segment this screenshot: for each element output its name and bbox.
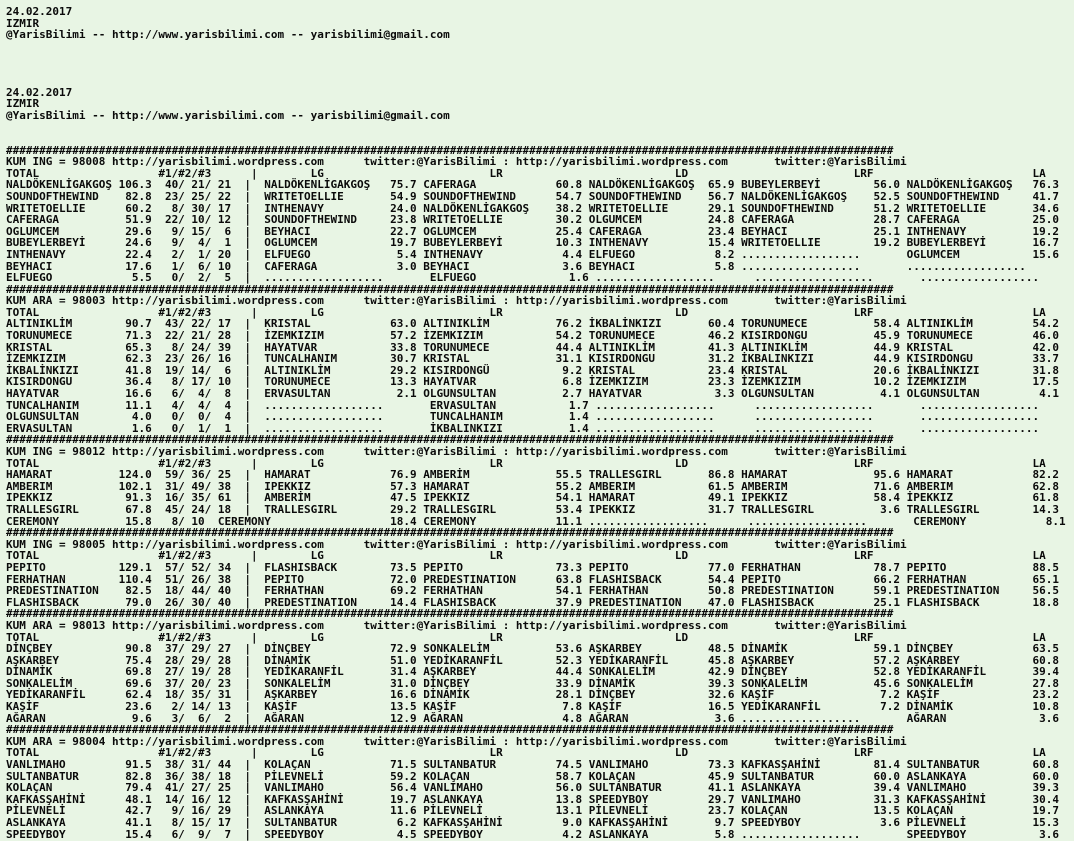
table-row: NALDÖKENLİGAKGOŞ 106.3 40/ 21/ 21 | NALDÖKENLİGAKGOŞ 75.7 CAFERAGA 60.8 NALDÖKENLİGAKGOŞ 65.9 BUBEYLERBEYİ 56.0 NALDÖKENLİGAKGOŞ 76.3 — [6, 178, 1059, 192]
header-date-2: 24.02.2017 — [6, 85, 73, 99]
race-column-headers: TOTAL #1/#2/#3 | LG LR LD LRF LA — [6, 630, 1046, 644]
table-row: OGLUMCEM 29.6 9/ 15/ 6 | BEYHACI 22.7 OGLUMCEM 25.4 CAFERAGA 23.4 BEYHACI 25.1 INTHENAVY 19.2 — [6, 224, 1059, 238]
race-title: KUM ING = 98005 http://yarisbilimi.wordpress.com twitter:@YarisBilimi : http://yarisbilimi.wordpress.com twitter:@YarisBilimi — [6, 537, 907, 551]
race-block — [6, 527, 1070, 608]
race-block — [6, 284, 1070, 435]
table-row: CAFERAGA 51.9 22/ 10/ 12 | SOUNDOFTHEWIND 23.8 WRITETOELLIE 30.2 OLGUMCEM 24.8 CAFERAGA 28.7 CAFERAGA 25.0 — [6, 213, 1059, 227]
race-title: KUM ING = 98008 http://yarisbilimi.wordpress.com twitter:@YarisBilimi : http://yarisbilimi.wordpress.com twitter:@YarisBilimi — [6, 155, 907, 169]
header-city-1: IZMIR — [6, 16, 40, 30]
table-row: ALTINIKLİM 90.7 43/ 22/ 17 | KRISTAL 63.0 ALTINIKLİM 76.2 İKBALİNKIZI 60.4 TORUNUMECE 58.4 ALTINIKLİM 54.2 — [6, 317, 1059, 331]
race-block — [6, 724, 1070, 840]
table-row: SOUNDOFTHEWIND 82.8 23/ 25/ 22 | WRITETOELLIE 54.9 SOUNDOFTHEWIND 54.7 SOUNDOFTHEWIND 56.7 NALDÖKENLİGAKGOŞ 52.5 SOUNDOFTHEWIND 41.7 — [6, 189, 1059, 203]
section-divider: ###################################################################################################################################### — [6, 282, 894, 296]
header-contact-2: @YarisBilimi -- http://www.yarisbilimi.com -- yarisbilimi@gmail.com — [6, 108, 450, 122]
race-title: KUM ARA = 98003 http://yarisbilimi.wordpress.com twitter:@YarisBilimi : http://yarisbilimi.wordpress.com twitter:@YarisBilimi — [6, 294, 907, 308]
section-divider: ###################################################################################################################################### — [6, 526, 894, 540]
table-row: AMBERIM 102.1 31/ 49/ 38 | IPEKKIZ 57.3 HAMARAT 55.2 AMBERIM 61.5 AMBERIM 71.6 AMBERIM 62.8 — [6, 479, 1059, 493]
table-row: TUNCALHANIM 11.1 4/ 4/ 4 | .................. ERVASULTAN 1.7 .................. .................. .................. — [6, 398, 1040, 412]
table-row: PREDESTINATION 82.5 18/ 44/ 40 | FERHATHAN 69.2 FERHATHAN 54.1 FERHATHAN 50.8 PREDESTINATION 59.1 PREDESTINATION 56.5 — [6, 584, 1059, 598]
table-row: ELFUEGO 5.5 0/ 2/ 5 | .................. ELFUEGO 1.6 .................. .................. .................. — [6, 271, 1040, 285]
table-row: YEDİKARANFİL 62.4 18/ 35/ 31 | AŞKARBEY 16.6 DİNAMİK 28.1 DİNÇBEY 32.6 KAŞİF 7.2 KAŞİF 23.2 — [6, 688, 1059, 702]
race-column-headers: TOTAL #1/#2/#3 | LG LR LD LRF LA — [6, 305, 1046, 319]
table-row: DİNAMİK 69.8 27/ 19/ 28 | YEDİKARANFİL 31.4 AŞKARBEY 44.4 SONKALELİM 42.9 DİNÇBEY 52.8 YEDİKARANFİL 39.4 — [6, 665, 1059, 679]
race-column-headers: TOTAL #1/#2/#3 | LG LR LD LRF LA — [6, 166, 1046, 180]
race-title: KUM ARA = 98013 http://yarisbilimi.wordpress.com twitter:@YarisBilimi : http://yarisbilimi.wordpress.com twitter:@YarisBilimi — [6, 618, 907, 632]
table-row: FERHATHAN 110.4 51/ 26/ 38 | PEPITO 72.0 PREDESTINATION 63.8 FLASHISBACK 54.4 PEPITO 66.2 FERHATHAN 65.1 — [6, 572, 1059, 586]
race-block — [6, 434, 1070, 527]
header-city-2: IZMIR — [6, 97, 40, 111]
section-divider: ###################################################################################################################################### — [6, 143, 894, 157]
table-row: KAFKASŞAHİNİ 48.1 14/ 16/ 12 | KAFKASŞAHİNİ 19.7 ASLANKAYA 13.8 SPEEDYBOY 29.7 VANLIMAHO 31.3 KAFKASŞAHİNİ 30.4 — [6, 792, 1059, 806]
race-column-headers: TOTAL #1/#2/#3 | LG LR LD LRF LA — [6, 456, 1046, 470]
table-row: KISIRDONGU 36.4 8/ 17/ 10 | TORUNUMECE 13.3 HAYATVAR 6.8 İZEMKIZIM 23.3 İZEMKIZIM 10.2 İZEMKIZIM 17.5 — [6, 375, 1059, 389]
race-report-list — [6, 145, 1070, 841]
table-row: TRALLESGIRL 67.8 45/ 24/ 18 | TRALLESGIRL 29.2 TRALLESGIRL 53.4 IPEKKIZ 31.7 TRALLESGIRL 3.6 TRALLESGIRL 14.3 — [6, 502, 1059, 516]
header-contact-1: @YarisBilimi -- http://www.yarisbilimi.com -- yarisbilimi@gmail.com — [6, 28, 450, 42]
table-row: HAMARAT 124.0 59/ 36/ 25 | HAMARAT 76.9 AMBERİM 55.5 TRALLESGIRL 86.8 HAMARAT 95.6 HAMARAT 82.2 — [6, 468, 1059, 482]
table-row: TORUNUMECE 71.3 22/ 21/ 28 | İZEMKIZIM 57.2 İZEMKIZIM 54.2 TORUNUMECE 46.2 KISIRDONGU 45.9 TORUNUMECE 46.0 — [6, 329, 1059, 343]
section-divider: ###################################################################################################################################### — [6, 723, 894, 737]
section-divider: ###################################################################################################################################### — [6, 607, 894, 621]
table-row: İZEMKIZIM 62.3 23/ 26/ 16 | TUNCALHANIM 30.7 KRISTAL 31.1 KISIRDONGU 31.2 İKBALINKIZI 44.9 KISIRDONGU 33.7 — [6, 352, 1059, 366]
spacer-2 — [6, 64, 1070, 87]
race-column-headers: TOTAL #1/#2/#3 | LG LR LD LRF LA — [6, 746, 1046, 760]
section-divider: ###################################################################################################################################### — [6, 433, 894, 447]
table-row: OLGUNSULTAN 4.0 0/ 0/ 4 | .................. TUNCALHANIM 1.4 .................. .................. .................. — [6, 410, 1040, 424]
race-block — [6, 145, 1070, 284]
table-row: ASLANKAYA 41.1 8/ 15/ 17 | SULTANBATUR 6.2 KAFKASŞAHİNİ 9.0 KAFKASŞAHİNİ 9.7 SPEEDYBOY 3.6 PİLEVNELİ 15.3 — [6, 816, 1059, 829]
table-row: DİNÇBEY 90.8 37/ 29/ 27 | DİNÇBEY 72.9 SONKALELİM 53.6 AŞKARBEY 48.5 DİNAMİK 59.1 DİNÇBEY 63.5 — [6, 642, 1059, 656]
header-date-1: 24.02.2017 — [6, 5, 73, 18]
table-row: CEREMONY 15.8 8/ 10 CEREMONY 18.4 CEREMONY 11.1 .................. .................. CEREMONY 8.1 — [6, 514, 1066, 528]
table-row: VANLIMAHO 91.5 38/ 31/ 44 | KOLAÇAN 71.5 SULTANBATUR 74.5 VANLIMAHO 73.3 KAFKASŞAHİNİ 81.4 SULTANBATUR 60.8 — [6, 758, 1059, 772]
table-row: BUBEYLERBEYİ 24.6 9/ 4/ 1 | OGLUMCEM 19.7 BUBEYLERBEYİ 10.3 INTHENAVY 15.4 WRITETOELLIE 19.2 BUBEYLERBEYİ 16.7 — [6, 236, 1059, 250]
table-row: SPEEDYBOY 15.4 6/ 9/ 7 | SPEEDYBOY 4.5 SPEEDYBOY 4.2 ASLANKAYA 5.8 .................. SPEEDYBOY 3.6 — [6, 827, 1059, 841]
table-row: BEYHACI 17.6 1/ 6/ 10 | CAFERAGA 3.0 BEYHACI 3.6 BEYHACI 5.8 .................. .................. — [6, 259, 1026, 273]
table-row: AĞARAN 9.6 3/ 6/ 2 | AĞARAN 12.9 AĞARAN 4.8 AĞARAN 3.6 .................. AĞARAN 3.6 — [6, 711, 1059, 725]
table-row: KRISTAL 65.3 8/ 24/ 39 | HAYATVAR 33.8 TORUNUMECE 44.4 ALTINIKLİM 41.3 ALTINIKLİM 44.9 KRISTAL 42.0 — [6, 340, 1059, 354]
table-row: SONKALELİM 69.6 37/ 20/ 23 | SONKALELİM 31.0 DİNÇBEY 33.9 DİNAMİK 39.3 SONKALELİM 45.6 SONKALELİM 27.8 — [6, 676, 1059, 690]
table-row: AŞKARBEY 75.4 28/ 29/ 28 | DİNAMİK 51.0 YEDİKARANFİL 52.3 YEDİKARANFİL 45.8 AŞKARBEY 57.2 AŞKARBEY 60.8 — [6, 653, 1059, 667]
table-row: İKBALİNKIZI 41.8 19/ 14/ 6 | ALTINIKLİM 29.2 KISIRDONGÜ 9.2 KRISTAL 23.4 KRISTAL 20.6 İKBALİNKIZI 31.8 — [6, 363, 1059, 377]
table-row: KOLAÇAN 79.4 41/ 27/ 25 | VANLIMAHO 56.4 VANLIMAHO 56.0 SULTANBATUR 41.1 ASLANKAYA 39.4 VANLIMAHO 39.3 — [6, 781, 1059, 795]
table-row: PİLEVNELİ 42.7 9/ 16/ 29 | ASLANKAYA 11.6 PİLEVNELİ 13.1 PİLEVNELİ 23.7 KOLAÇAN 13.5 KOLAÇAN 19.7 — [6, 804, 1059, 818]
table-row: PEPITO 129.1 57/ 52/ 34 | FLASHISBACK 73.5 PEPITO 73.3 PEPITO 77.0 FERHATHAN 78.7 PEPITO 88.5 — [6, 560, 1059, 574]
race-column-headers: TOTAL #1/#2/#3 | LG LR LD LRF LA — [6, 549, 1046, 563]
table-row: ERVASULTAN 1.6 0/ 1/ 1 | .................. İKBALINKIZI 1.4 .................. .................. .................. — [6, 421, 1040, 435]
table-row: KAŞİF 23.6 2/ 14/ 13 | KAŞİF 13.5 KAŞİF 7.8 KAŞİF 16.5 YEDİKARANFİL 7.2 DİNAMİK 10.8 — [6, 700, 1059, 714]
table-row: FLASHISBACK 79.0 26/ 30/ 40 | PREDESTINATION 14.4 FLASHISBACK 37.9 PREDESTINATION 47.0 FLASHISBACK 25.1 FLASHISBACK 18.8 — [6, 595, 1059, 609]
spacer-1 — [6, 41, 1070, 64]
table-row: INTHENAVY 22.4 2/ 1/ 20 | ELFUEGO 5.4 INTHENAVY 4.4 ELFUEGO 8.2 .................. OGLUMCEM 15.6 — [6, 247, 1059, 261]
table-row: HAYATVAR 16.6 6/ 4/ 8 | ERVASULTAN 2.1 OLGUNSULTAN 2.7 HAYATVAR 3.3 OLGUNSULTAN 4.1 OLGUNSULTAN 4.1 — [6, 387, 1059, 401]
table-row: WRITETOELLIE 60.2 8/ 30/ 17 | INTHENAVY 24.0 NALDÖKENLİGAKGOŞ 38.2 WRITETOELLIE 29.1 SOUNDOFTHEWIND 51.2 WRITETOELLIE 34.6 — [6, 201, 1059, 215]
spacer-3 — [6, 122, 1070, 145]
table-row: SULTANBATUR 82.8 36/ 38/ 18 | PİLEVNELİ 59.2 KOLAÇAN 58.7 KOLAÇAN 45.9 SULTANBATUR 60.0 ASLANKAYA 60.0 — [6, 769, 1059, 783]
race-block — [6, 608, 1070, 724]
table-row: IPEKKIZ 91.3 16/ 35/ 61 | AMBERİM 47.5 IPEKKIZ 54.1 HAMARAT 49.1 IPEKKIZ 58.4 İPEKKIZ 61.8 — [6, 491, 1059, 505]
race-title: KUM ARA = 98004 http://yarisbilimi.wordpress.com twitter:@YarisBilimi : http://yarisbilimi.wordpress.com twitter:@YarisBilimi — [6, 734, 907, 748]
race-title: KUM ING = 98012 http://yarisbilimi.wordpress.com twitter:@YarisBilimi : http://yarisbilimi.wordpress.com twitter:@YarisBilimi — [6, 445, 907, 458]
